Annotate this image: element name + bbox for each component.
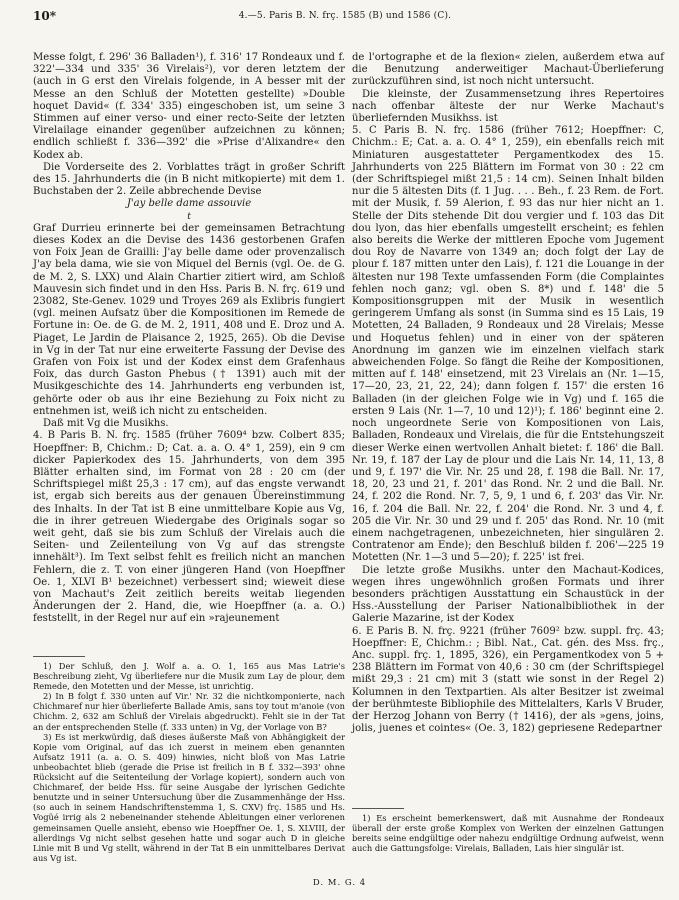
paragraph: Die Vorderseite des 2. Vorblattes trägt in großer Schrift des 15. Jahrhunderts die (in B nicht mitkopierte) mit dem 1. Buchstaben der 2. Zeile abbrechende Devise [33,161,345,198]
section-entry: 4. B Paris B. N. frç. 1585 (früher 7609⁴ bzw. Colbert 835; Hoepffner: B, Chichm.: D; Cat. a. a. O. 4° 1, 259), ein 9 cm dicker Papierkodex des 15. Jahrhunderts, von dem 395 Blätter erhalten sind, im Format von 28 : 20 cm (der Schriftspiegel mißt 25,3 : 17 cm), auf das engste verwandt ist, ergab sich bereits aus der genauen Übereinstimmung des Inhalts. In der Tat ist B eine unmittelbare Kopie aus Vg, die in ihrer getreuen Wiedergabe des Originals sogar so weit geht, daß sie bis zum Schluß der Virelais auch die Seiten- und Zeilenteilung von Vg auf das strengste innehält³). Im Text selbst fehlt es freilich nicht an manchen Fehlern, die z. T. von einer jüngeren Hand (von Hoepffner Oe. 1, XLVI B¹ bezeichnet) verbessert sind; wieweit diese von Machaut's Zeit zeitlich bereits weitab liegenden Änderungen der 2. Hand, die, wie Hoepffner (a. a. O.) feststellt, in der Regel nur auf ein »rajeunement [33,430,345,625]
paragraph: Graf Durrieu erinnerte bei der gemeinsamen Betrachtung dieses Kodex an die Devise des 1436 gestorbenen Grafen von Foix Jean de Grailli: J'ay belle dame oder provenzalisch J'ay bela dama, wie sie von Miquel del Bernis (vgl. Oe. de G. de M. 2, S. LXX) und Alain Chartier zitiert wird, am Schloß Mauvesin sich findet und in den Hss. Paris B. N. frç. 619 und 23082, Ste-Genev. 1029 und Troyes 269 als Exlibris fungiert (vgl. meinen Aufsatz über die Kompositionen im Remede de Fortune in: Oe. de G. de M. 2, 1911, 408 und E. Droz und A. Piaget, Le Jardin de Plaisance 2, 1925, 265). Ob die Devise in Vg in der Tat nur eine erweiterte Fassung der Devise des Grafen von Foix ist und der Kodex einst dem Grafenhaus Foix, das durch Gaston Phebus († 1391) auch mit der Musikgeschichte des 14. Jahrhunderts eng verbunden ist, gehörte oder ob aus ihr eine Beziehung zu Foix nicht zu entnehmen ist, weiß ich nicht zu entscheiden. [33,222,345,417]
footnote: 3) Es ist merkwürdig, daß dieses äußerste Maß von Abhängigkeit der Kopie vom Original, auf das ich zuerst in meinem eben genannten Aufsatz 1911 (a. a. O. S. 409) hinwies, nicht bloß von Mas Latrie unbeobachtet blieb (gerade die Prise ist freilich in B f. 332—393' ohne Rücksicht auf die Seitenteilung der Vorlage kopiert), sondern auch von Chichmaref, der beide Hss. für seine Ausgabe der lyrischen Gedichte benutzte und in seiner Untersuchung über die Zusammenhänge der Hss. (so auch in seinem Handschriftenstemma 1, S. CXV) frç. 1585 und Hs. Vogüé irrig als 2 nebeneinander stehende Ableitungen einer verlorenen gemeinsamen Quelle ansieht, ebenso wie Hoepffner Oe. 1, S. XLVIII, der allerdings Vg nicht selbst gesehen hatte und sogar auch D in gleiche Linie mit B und Vg stellt, während in der Tat B ein unmittelbares Derivat aus Vg ist. [33,731,345,863]
paragraph: Messe folgt, f. 296' 36 Balladen¹), f. 316' 17 Rondeaux und f. 322'—334 und 335' 36 Virelais²), vor deren letztem der (auch in G erst den Virelais folgende, in A besser mit der Messe an den Schluß der Motetten gestellte) »Double hoquet David« (f. 334' 335) eingeschoben ist, um seine 3 Stimmen auf einer verso- und einer recto-Seite der letzten Virelailage einander gegenüber aufzeichnen zu können; endlich schließt f. 336—392' die »Prise d'Alixandre« den Kodex ab. [33,52,345,161]
footnote-rule [352,808,404,809]
left-footnotes [33,661,345,863]
paragraph: de l'ortographe et de la flexion« zielen, außerdem etwa auf die Benutzung anderweitiger Machaut-Überlieferung zurückzuführen sind, ist noch nicht untersucht. [352,52,664,88]
devise-line: J'ay belle dame assouvie [126,198,252,210]
running-head: 4.—5. Paris B. N. frç. 1585 (B) und 1586 (C). [238,11,452,21]
footnote-rule [33,656,85,657]
page-number: 10* [33,9,56,23]
footnote: 1) Der Schluß, den J. Wolf a. a. O. 1, 165 aus Mas Latrie's Beschreibung zieht, Vg überliefere nur die Musik zum Lay de plour, dem Remede, den Motetten und der Messe, ist unrichtig. [33,661,345,692]
signature-mark: D. M. G. 4 [312,878,367,888]
section-entry: 5. C Paris B. N. frç. 1586 (früher 7612; Hoepffner: C, Chichm.: E; Cat. a. a. O. 4° 1, 259), ein ebenfalls reich mit Miniaturen ausgestatteter Pergamentkodex des 15. Jahrhunderts von 225 Blättern im Format von 30 : 22 cm (der Schriftspiegel mißt 21,5 : 14 cm). Seinen Inhalt bilden nur die 5 ältesten Dits (f. 1 Jug. . . . Beh., f. 23 Rem. de Fort. mit der Musik, f. 59 Alerion, f. 93 das nur hier nicht an 1. Stelle der Dits stehende Dit dou vergier und f. 103 das Dit dou lyon, das hier ebenfalls umgestellt erscheint; es fehlen also bereits die Werke der mittleren Epoche vom Jugement dou Roy de Navarre von 1349 an; doch folgt der Lay de plour f. 187 mitten unter den Lais), f. 121 die Louange in der ältesten nur 198 Texte umfassenden Form (die Complaintes fehlen noch ganz; vgl. oben S. 8*) und f. 148' die 5 Kompositionsgruppen mit der Musik in wesentlich geringerem Umfang als sonst (in Summa sind es 15 Lais, 19 Motetten, 24 Balladen, 9 Rondeaux und 28 Virelais; Messe und Hoquetus fehlen) und in einer von der späteren Anordnung im ganzen wie im einzelnen vielfach stark abweichenden Folge. So fängt die Reihe der Kompositionen, mitten auf f. 148' einsetzend, mit 23 Virelais an (Nr. 1—15, 17—20, 23, 21, 22, 24); dann folgen f. 157' die ersten 16 Balladen (in der gleichen Folge wie in Vg) und f. 165 die ersten 9 Lais (Nr. 1—7, 10 und 12)¹); f. 186' beginnt eine 2. noch ungeordnete Serie von Kompositionen von Lais, Balladen, Rondeaux und Virelais, die für die Entstehungszeit dieser Werke einen wertvollen Anhalt bietet: f. 186' die Ball. Nr. 19, f. 187 der Lay de plour und die Lais Nr. 14, 11, 13, 8 und 9, f. 197' die Vir. Nr. 25 und 28, f. 198 die Ball. Nr. 17, 18, 20, 23 und 21, f. 201' das Rond. Nr. 2 und die Ball. Nr. 24, f. 202 die Rond. Nr. 7, 5, 9, 1 und 6, f. 203' das Vir. Nr. 16, f. 204 die Ball. Nr. 22, f. 204' die Rond. Nr. 3 und 4, f. 205 die Vir. Nr. 30 und 29 und f. 205' das Rond. Nr. 10 (mit einem nachgetragenen, unbezeichneten, hier singulären 2. Contratenor am Ende); den Beschluß bilden f. 206'—225 19 Motetten (Nr. 1—3 und 5—20); f. 225' ist frei. [352,125,664,564]
paragraph: Daß mit Vg die Musikhs. [43,418,169,430]
right-footnotes [352,813,664,853]
left-column [33,52,345,626]
right-column [352,52,664,735]
paragraph: Die kleinste, der Zusammensetzung ihres Repertoires nach offenbar älteste der nur Werke Machaut's überliefernden Musikhss. ist [352,88,664,125]
footnote: 2) In B folgt f. 330 unten auf Vir.' Nr. 32 die nichtkomponierte, nach Chichmaref nur hier überlieferte Ballade Amis, sans toy tout m'anoie (von Chichm. 2, 632 am Schluß der Virelais abgedruckt). Fehlt sie in der Tat an der entsprechenden Stelle (f. 333 unten) in Vg, der Vorlage von B? [33,691,345,732]
section-entry: 6. E Paris B. N. frç. 9221 (früher 7609² bzw. suppl. frç. 43; Hoepffner: E, Chichm.: ; Bibl. Nat., Cat. gén. des Mss. frç., Anc. suppl. frç. 1, 1895, 326), ein Pergamentkodex von 5 + 238 Blättern im Format von 40,6 : 30 cm (der Schriftspiegel mißt 29,3 : 21 cm) mit 3 (statt wie sonst in der Regel 2) Kolumnen in den Textpartien. Als alter Besitzer ist zweimal der berühmteste Bibliophile des Mittelalters, Karls V Bruder, der Herzog Johann von Berry († 1416), der als »gens, joins, jolis, juenes et cointes« (Oe. 3, 182) gepriesene Redepartner [352,625,664,735]
paragraph: Die letzte große Musikhs. unter den Machaut-Kodices, wegen ihres ungewöhnlich großen Formats und ihrer besonders prächtigen Ausstattung ein Schaustück in der Hss.-Ausstellung der Pariser Nationalbibliothek in der Galerie Mazarine, ist der Kodex [352,564,664,625]
footnote: 1) Es erscheint bemerkenswert, daß mit Ausnahme der Rondeaux überall der erste große Komplex von Werken der einzelnen Gattungen bereits seine endgültige oder nahezu endgültige Ordnung aufweist, wenn auch die Gattungsfolge: Virelais, Balladen, Lais hier singulär ist. [352,813,664,854]
devise-letter: t [187,211,191,222]
page-header [33,9,657,25]
